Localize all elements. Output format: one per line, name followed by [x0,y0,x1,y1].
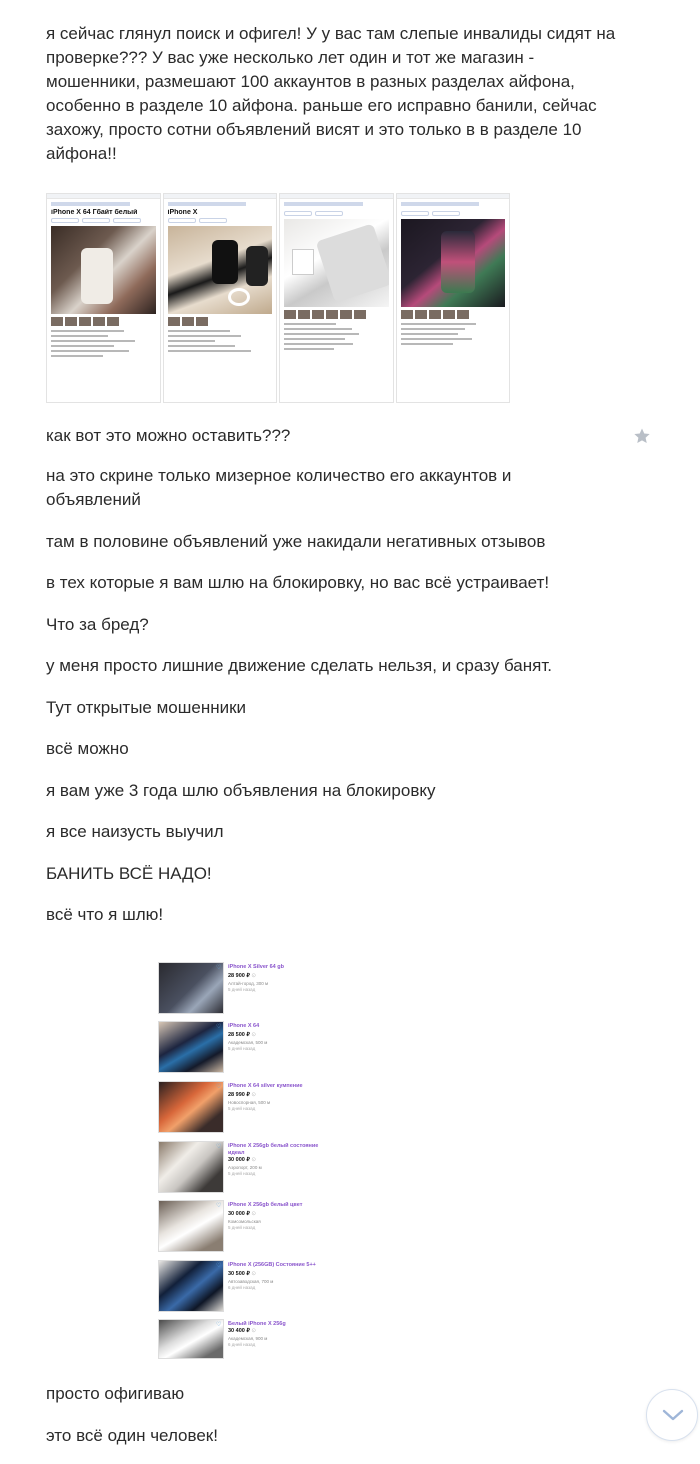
message-line: на это скрине только мизерное количество его аккаунтов и объявлений [46,466,512,509]
message-line: я вам уже 3 года шлю объявления на блокировку [46,781,436,800]
listing-title: Белый iPhone X 256g [228,1321,286,1327]
listing-age: 6 дней назад [228,1342,256,1347]
listing-location: Алтай-город, 300 м [228,981,269,986]
message-line: Тут открытые мошенники [46,698,247,717]
listing-photo [168,226,273,314]
chevron-down-icon [662,1408,684,1422]
message-line: всё что я шлю! [46,905,164,924]
listing-price: 30 000 ₽ ⊙ [228,1211,256,1217]
listing-price: 30 400 ₽ ⊙ [228,1328,256,1334]
list-item [158,962,328,1016]
message-line: всё можно [46,739,129,758]
list-item [158,1200,328,1254]
collage-shot-title: iPhone X [167,209,198,216]
collage-shot-3 [279,193,394,403]
listing-location: Академская, 500 м [228,1040,268,1045]
listing-age: 5 дней назад [228,1171,256,1176]
listing-photo [284,219,389,307]
listing-price: 28 990 ₽ ⊙ [228,1092,256,1098]
heart-icon: ♡ [216,1024,222,1030]
message-line: я все наизусть выучил [46,822,224,841]
listing-photo [401,219,506,307]
listing-location: Комсомольская [228,1219,261,1224]
listing-age: 5 дней назад [228,1046,256,1051]
listing-title: iPhone X Silver 64 gb [228,964,284,970]
listing-price: 30 500 ₽ ⊙ [228,1271,256,1277]
list-item [158,1021,328,1075]
heart-icon: ♡ [216,1144,222,1150]
collage-shot-4 [396,193,511,403]
collage-shot-1 [46,193,161,403]
message-line: в тех которые я вам шлю на блокировку, но вас всё устраивает! [46,573,550,592]
listing-thumbnail [158,962,224,1014]
listing-title: iPhone X (256GB) Состояние 5++ [228,1262,316,1268]
listing-price: 28 900 ₽ ⊙ [228,973,256,979]
listing-price: 30 000 ₽ ⊙ [228,1157,256,1163]
screenshot-collage [46,193,510,403]
listing-age: 6 дней назад [228,1285,256,1290]
listing-location: Аэропорт, 200 м [228,1165,262,1170]
star-icon[interactable] [633,427,651,445]
listing-age: 5 дней назад [228,1225,256,1230]
listing-thumbnail [158,1260,224,1312]
listing-thumbnail [158,1081,224,1133]
message-line: там в половине объявлений уже накидали негативных отзывов [46,532,546,551]
intro-message: я сейчас глянул поиск и офигел! У у вас там слепые инвалиды сидят на проверке??? У вас уже несколько лет один и тот же магазин - мошенники, размешают 100 аккаунтов в разных разделах айфона, особенно в разделе 10 айфона. раньше его исправно банили, сейчас захожу, просто сотни объявлений висят и это только в в разделе 10 айфона!! [46,24,616,163]
listing-title: iPhone X 256gb белый цвет [228,1202,303,1208]
listing-location: Академская, 900 м [228,1336,268,1341]
listing-age: 5 дней назад [228,1106,256,1111]
message-line: у меня просто лишние движение сделать нельзя, и сразу банят. [46,656,552,675]
heart-icon: ♡ [216,1322,222,1328]
heart-icon: ♡ [216,1084,222,1090]
listing-location: Автозаводская, 700 м [228,1279,274,1284]
listing-thumbnail [158,1141,224,1193]
listing-thumbnail [158,1200,224,1252]
listing-title: iPhone X 64 [228,1023,260,1029]
listing-location: Новоспорная, 500 м [228,1100,271,1105]
listing-photo [51,226,156,314]
listing-price: 28 500 ₽ ⊙ [228,1032,256,1038]
list-item [158,1260,328,1314]
listing-title: iPhone X 256gb белый состояние идеал [228,1143,319,1156]
message-line: Что за бред? [46,615,149,634]
listing-age: 5 дней назад [228,987,256,992]
collage-shot-title: iPhone X 64 Гбайт белый [51,209,138,216]
list-item [158,1319,328,1373]
list-item [158,1141,328,1195]
heart-icon: ♡ [216,965,222,971]
listing-title: iPhone X 64 silver кумпение [228,1083,303,1089]
heart-icon: ♡ [216,1203,222,1209]
message-line: просто офигиваю [46,1384,185,1403]
scroll-down-button[interactable] [646,1389,698,1441]
message-line: как вот это можно оставить??? [46,426,291,445]
listing-thumbnail [158,1319,224,1359]
collage-shot-2 [163,193,278,403]
heart-icon: ♡ [216,1263,222,1269]
message-line: БАНИТЬ ВСЁ НАДО! [46,864,212,883]
message-line: это всё один человек! [46,1426,218,1445]
listing-thumbnail [158,1021,224,1073]
list-item [158,1081,328,1135]
